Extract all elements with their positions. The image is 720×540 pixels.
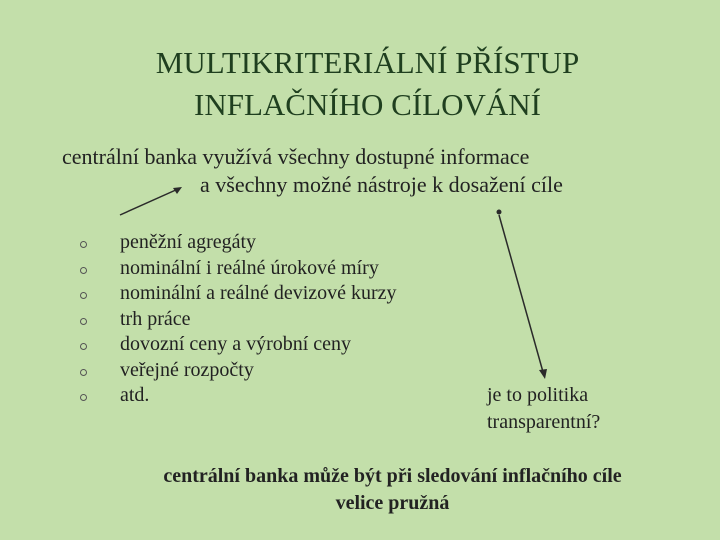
right-connector-head [539,369,547,379]
bullet-text: nominální i reálné úrokové míry [120,256,379,279]
conclusion-line-1: centrální banka může být při sledování inflačního cíle [163,465,622,487]
bullet-text: peněžní agregáty [120,231,257,253]
bullet-text: trh práce [120,307,191,330]
bullet-text: dovozní ceny a výrobní ceny [120,333,352,355]
conclusion-line-2: velice pružná [335,492,450,514]
intro-line-1: centrální banka využívá všechny dostupné informace [62,144,530,169]
right-connector-dot [497,210,502,215]
bullet-text: veřejné rozpočty [120,358,254,381]
question-line-1: je to politika [487,384,589,406]
slide-title-line-2: INFLAČNÍHO CÍLOVÁNÍ [194,87,541,122]
right-connector-line [499,215,543,372]
intro-line-2: a všechny možné nástroje k dosažení cíle [200,172,563,197]
bullet-text: nominální a reálné devizové kurzy [120,282,397,304]
bullet-text: atd. [120,384,150,406]
left-arrow-line [120,189,178,215]
question-line-2: transparentní? [487,411,601,433]
slide-title-line-1: MULTIKRITERIÁLNÍ PŘÍSTUP [155,45,580,80]
